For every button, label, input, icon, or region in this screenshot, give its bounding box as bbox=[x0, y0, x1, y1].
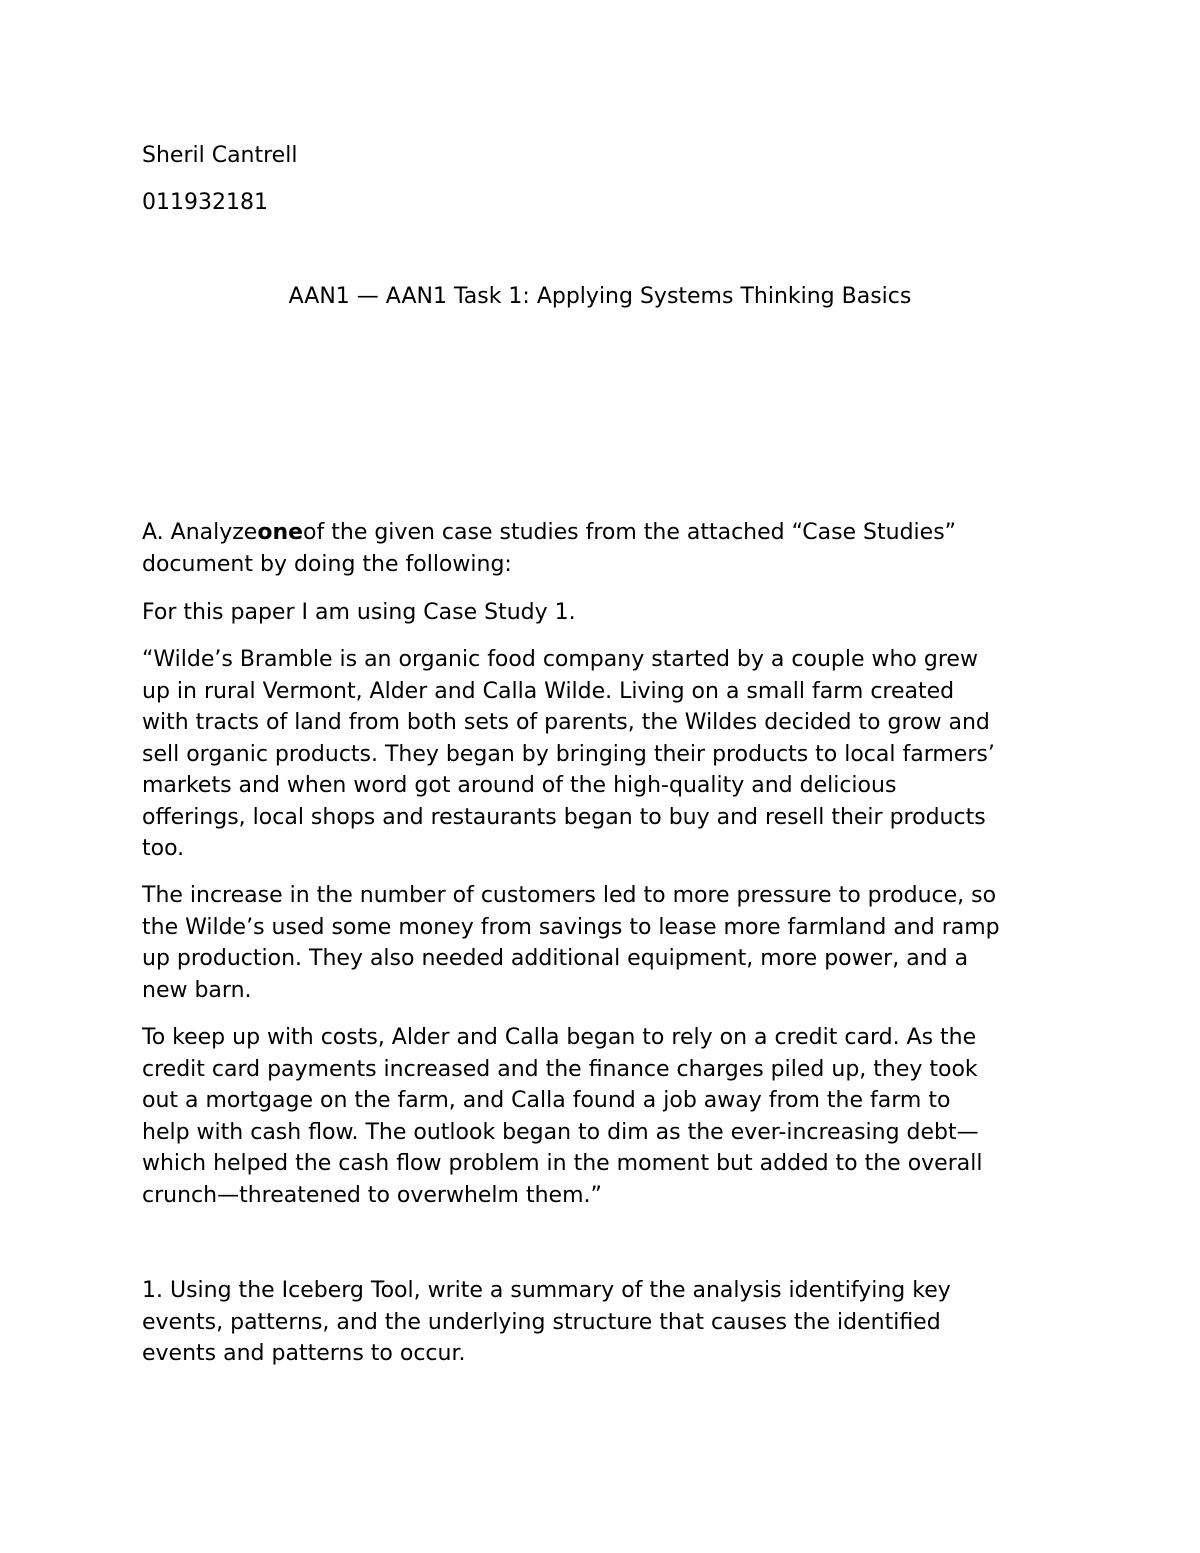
section-a-prompt bbox=[142, 517, 1067, 580]
case-choice: For this paper I am using Case Study 1. bbox=[142, 600, 576, 625]
paragraph-line: markets and when word got around of the high-quality and delicious bbox=[142, 773, 897, 798]
paragraph-line: crunch—threatened to overwhelm them.” bbox=[142, 1182, 602, 1208]
student-id: 011932181 bbox=[142, 190, 268, 215]
paragraph-line: credit card payments increased and the finance charges piled up, they took bbox=[142, 1056, 978, 1082]
task-line: 1. Using the Iceberg Tool, write a summary of the analysis identifying key bbox=[142, 1278, 951, 1303]
paragraph-line: help with cash flow. The outlook began to dim as the ever-increasing debt— bbox=[142, 1119, 979, 1145]
paragraph-line: “Wilde’s Bramble is an organic food company started by a couple who grew bbox=[142, 647, 978, 672]
paragraph-line: too. bbox=[142, 836, 185, 861]
paragraph-line: new barn. bbox=[142, 977, 252, 1003]
section-a-prompt-line-1 bbox=[142, 517, 1067, 549]
case-study-paragraph-1 bbox=[142, 644, 1067, 865]
author-name: Sheril Cantrell bbox=[142, 143, 298, 168]
paragraph-line: up in rural Vermont, Alder and Calla Wilde. Living on a small farm created bbox=[142, 678, 955, 704]
section-a-prompt-line-2: document by doing the following: bbox=[142, 551, 512, 577]
task-line: events, patterns, and the underlying structure that causes the identified bbox=[142, 1309, 941, 1335]
paragraph-line: with tracts of land from both sets of parents, the Wildes decided to grow and bbox=[142, 710, 990, 735]
case-study-paragraph-2 bbox=[142, 880, 1067, 1006]
paragraph-line: sell organic products. They began by bringing their products to local farmers’ bbox=[142, 741, 995, 767]
document-title: AAN1 — AAN1 Task 1: Applying Systems Thinking Basics bbox=[288, 284, 912, 309]
paragraph-line: offerings, local shops and restaurants began to buy and resell their products bbox=[142, 804, 986, 830]
prompt-prefix: A. Analyze bbox=[142, 520, 258, 545]
prompt-line1-rest: of the given case studies from the attached “Case Studies” bbox=[303, 520, 957, 545]
paragraph-line: which helped the cash flow problem in the moment but added to the overall bbox=[142, 1151, 983, 1176]
paragraph-line: the Wilde’s used some money from savings to lease more farmland and ramp bbox=[142, 914, 1000, 940]
paragraph-line: To keep up with costs, Alder and Calla began to rely on a credit card. As the bbox=[142, 1025, 977, 1050]
case-study-paragraph-3 bbox=[142, 1022, 1067, 1211]
paragraph-line: The increase in the number of customers led to more pressure to produce, so bbox=[142, 883, 997, 908]
prompt-emphasis: one bbox=[257, 520, 304, 545]
task-line: events and patterns to occur. bbox=[142, 1341, 466, 1366]
paragraph-line: out a mortgage on the farm, and Calla found a job away from the farm to bbox=[142, 1088, 951, 1113]
task-1-prompt bbox=[142, 1275, 1067, 1370]
paragraph-line: up production. They also needed additional equipment, more power, and a bbox=[142, 946, 969, 971]
